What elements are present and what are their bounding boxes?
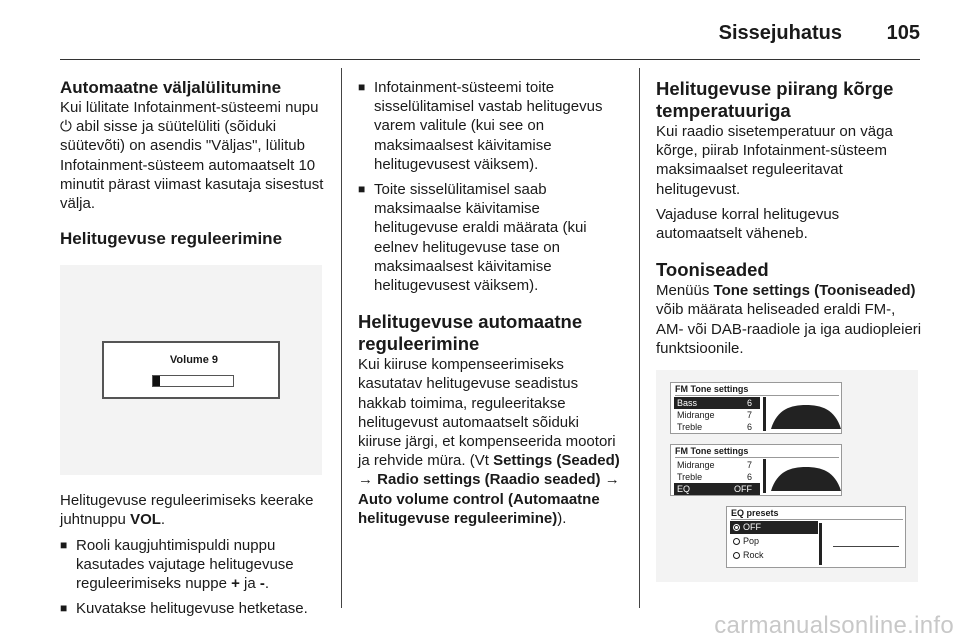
row-value: 6 xyxy=(746,422,752,433)
tone-illustration xyxy=(656,370,918,582)
tone-panel-2 xyxy=(670,444,842,496)
tone-panel-1 xyxy=(670,382,842,434)
panel-title: FM Tone settings xyxy=(675,384,749,395)
scrollbar xyxy=(763,459,766,493)
watermark-url: carmanualsonline.info xyxy=(714,612,954,639)
divider xyxy=(675,457,839,458)
divider xyxy=(731,519,903,520)
paragraph-tone xyxy=(656,281,924,358)
volume-popup xyxy=(102,341,280,399)
list-item xyxy=(60,536,328,594)
heading-auto-volume: Helitugevuse automaatne reguleerimine xyxy=(358,311,583,355)
page-number: 105 xyxy=(886,22,920,44)
eq-flat-line xyxy=(833,546,899,547)
divider xyxy=(675,395,839,396)
list-item: ■ Toite sisselülitamisel saab maksimaalse käivitamise helitugevuse eraldi määrata (kui eelnev helitugevuse tase on maksimaalsest käivitamise helitugevusest väiksem). xyxy=(358,180,626,295)
text: Rooli kaugjuhtimispuldi nuppu kasutades vajutage helitugevuse reguleerimiseks nuppe xyxy=(76,536,294,593)
radio-icon xyxy=(733,552,740,559)
heading-volume: Helitugevuse reguleerimine xyxy=(60,229,283,249)
row-value: 6 xyxy=(746,472,752,483)
tone-row-eq xyxy=(674,483,760,495)
text: Kui kiiruse kompenseerimiseks kasutatav helitugevuse seadistus hakkab toimima, reguleeritakse helitugevust automaatselt sõiduki kiiruse järgi, et kompenseerida mootori ja rehvide müra. (Vt xyxy=(358,356,616,470)
column-divider xyxy=(341,68,342,608)
text: . xyxy=(160,511,166,529)
volume-bar xyxy=(152,375,234,387)
volume-illustration xyxy=(60,265,322,475)
tone-curve-icon xyxy=(771,465,841,491)
text: ja xyxy=(239,575,260,593)
column-1 xyxy=(60,78,328,618)
row-label: EQ xyxy=(677,484,691,495)
menu-path-auto-volume: Auto volume control (Automaatne helitugevuse reguleerimine) xyxy=(358,490,600,527)
tone-row-midrange xyxy=(674,409,760,421)
heading-auto-off: Automaatne väljalülitumine xyxy=(60,78,282,97)
eq-preset-pop xyxy=(730,535,818,548)
list-item: ■ Kuvatakse helitugevuse hetketase. xyxy=(60,599,328,618)
section-title: Sissejuhatus xyxy=(718,22,842,44)
arrow: → xyxy=(358,471,378,489)
tone-row-bass xyxy=(674,397,760,409)
row-label: Midrange xyxy=(677,460,715,471)
plus-key-label: + xyxy=(231,575,240,593)
text: ). xyxy=(557,509,567,527)
radio-icon xyxy=(733,538,740,545)
paragraph-temp-limit: Kui raadio sisetemperatuur on väga kõrge, piirab Infotainment-süsteem maksimaalset reguleeritavat helitugevust. xyxy=(656,123,893,198)
tone-row-midrange xyxy=(674,459,760,471)
row-label: Treble xyxy=(677,472,703,483)
eq-preset-rock xyxy=(730,549,818,562)
page-header xyxy=(0,0,960,60)
panel-title: EQ presets xyxy=(731,508,779,519)
radio-selected-icon xyxy=(733,524,740,531)
eq-presets-panel xyxy=(726,506,906,568)
volume-bar-fill xyxy=(153,376,160,386)
minus-key-label: - xyxy=(259,575,265,593)
paragraph-volume xyxy=(60,491,328,529)
row-label: Midrange xyxy=(677,410,715,421)
tone-curve-icon xyxy=(771,403,841,429)
tone-row-treble xyxy=(674,471,760,483)
tone-row-treble xyxy=(674,421,760,433)
text: . xyxy=(264,575,270,593)
row-label: Rock xyxy=(743,550,764,561)
column-3 xyxy=(656,78,924,582)
menu-path-settings: Settings (Seaded) xyxy=(493,452,620,470)
arrow: → xyxy=(600,471,620,489)
text: võib määrata heliseaded eraldi FM-, AM- või DAB-raadiole ja iga audiopleieri funktsioonile. xyxy=(656,301,922,357)
row-label: Treble xyxy=(677,422,703,433)
tone-menu-label: Tone settings (Tooniseaded) xyxy=(713,282,916,300)
paragraph-auto-off: Kui lülitate Infotainment-süsteemi nupu ⏻ abil sisse ja süütelüliti (sõiduki süütevõti) on asendis "Väljas", lülitub Infotainment-süsteem automaatselt 10 minutit pärast viimast kasutaja sisestust välja. xyxy=(60,99,324,213)
volume-label: Volume 9 xyxy=(169,354,218,367)
heading-temp-limit: Helitugevuse piirang kõrge temperatuuriga xyxy=(656,78,894,121)
vol-knob-label: VOL xyxy=(130,511,161,529)
paragraph-volume-decrease: Vajaduse korral helitugevus automaatselt väheneb. xyxy=(656,205,840,243)
eq-preset-off xyxy=(730,521,818,534)
text: Helitugevuse reguleerimiseks keerake juhtnuppu xyxy=(60,492,314,529)
heading-tone: Tooniseaded xyxy=(656,259,769,281)
row-label: Bass xyxy=(677,398,698,409)
row-value: OFF xyxy=(734,484,752,495)
row-value: 7 xyxy=(746,410,752,421)
menu-path-radio: Radio settings (Raadio seaded) xyxy=(377,471,601,489)
row-value: 7 xyxy=(746,460,752,471)
row-label: OFF xyxy=(743,522,761,533)
column-2 xyxy=(358,78,626,528)
paragraph-auto-volume xyxy=(358,355,626,528)
header-divider xyxy=(60,59,920,60)
row-label: Pop xyxy=(743,536,760,547)
scrollbar xyxy=(763,397,766,431)
row-value: 6 xyxy=(746,398,752,409)
column-divider xyxy=(639,68,640,608)
text: Menüüs xyxy=(656,282,714,300)
panel-title: FM Tone settings xyxy=(675,446,749,457)
list-item: ■ Infotainment-süsteemi toite sisselülitamisel vastab helitugevus varem valitule (kui see on maksimaalsest käivitamise helitugevusest väiksem). xyxy=(358,78,626,174)
scrollbar xyxy=(819,523,822,565)
